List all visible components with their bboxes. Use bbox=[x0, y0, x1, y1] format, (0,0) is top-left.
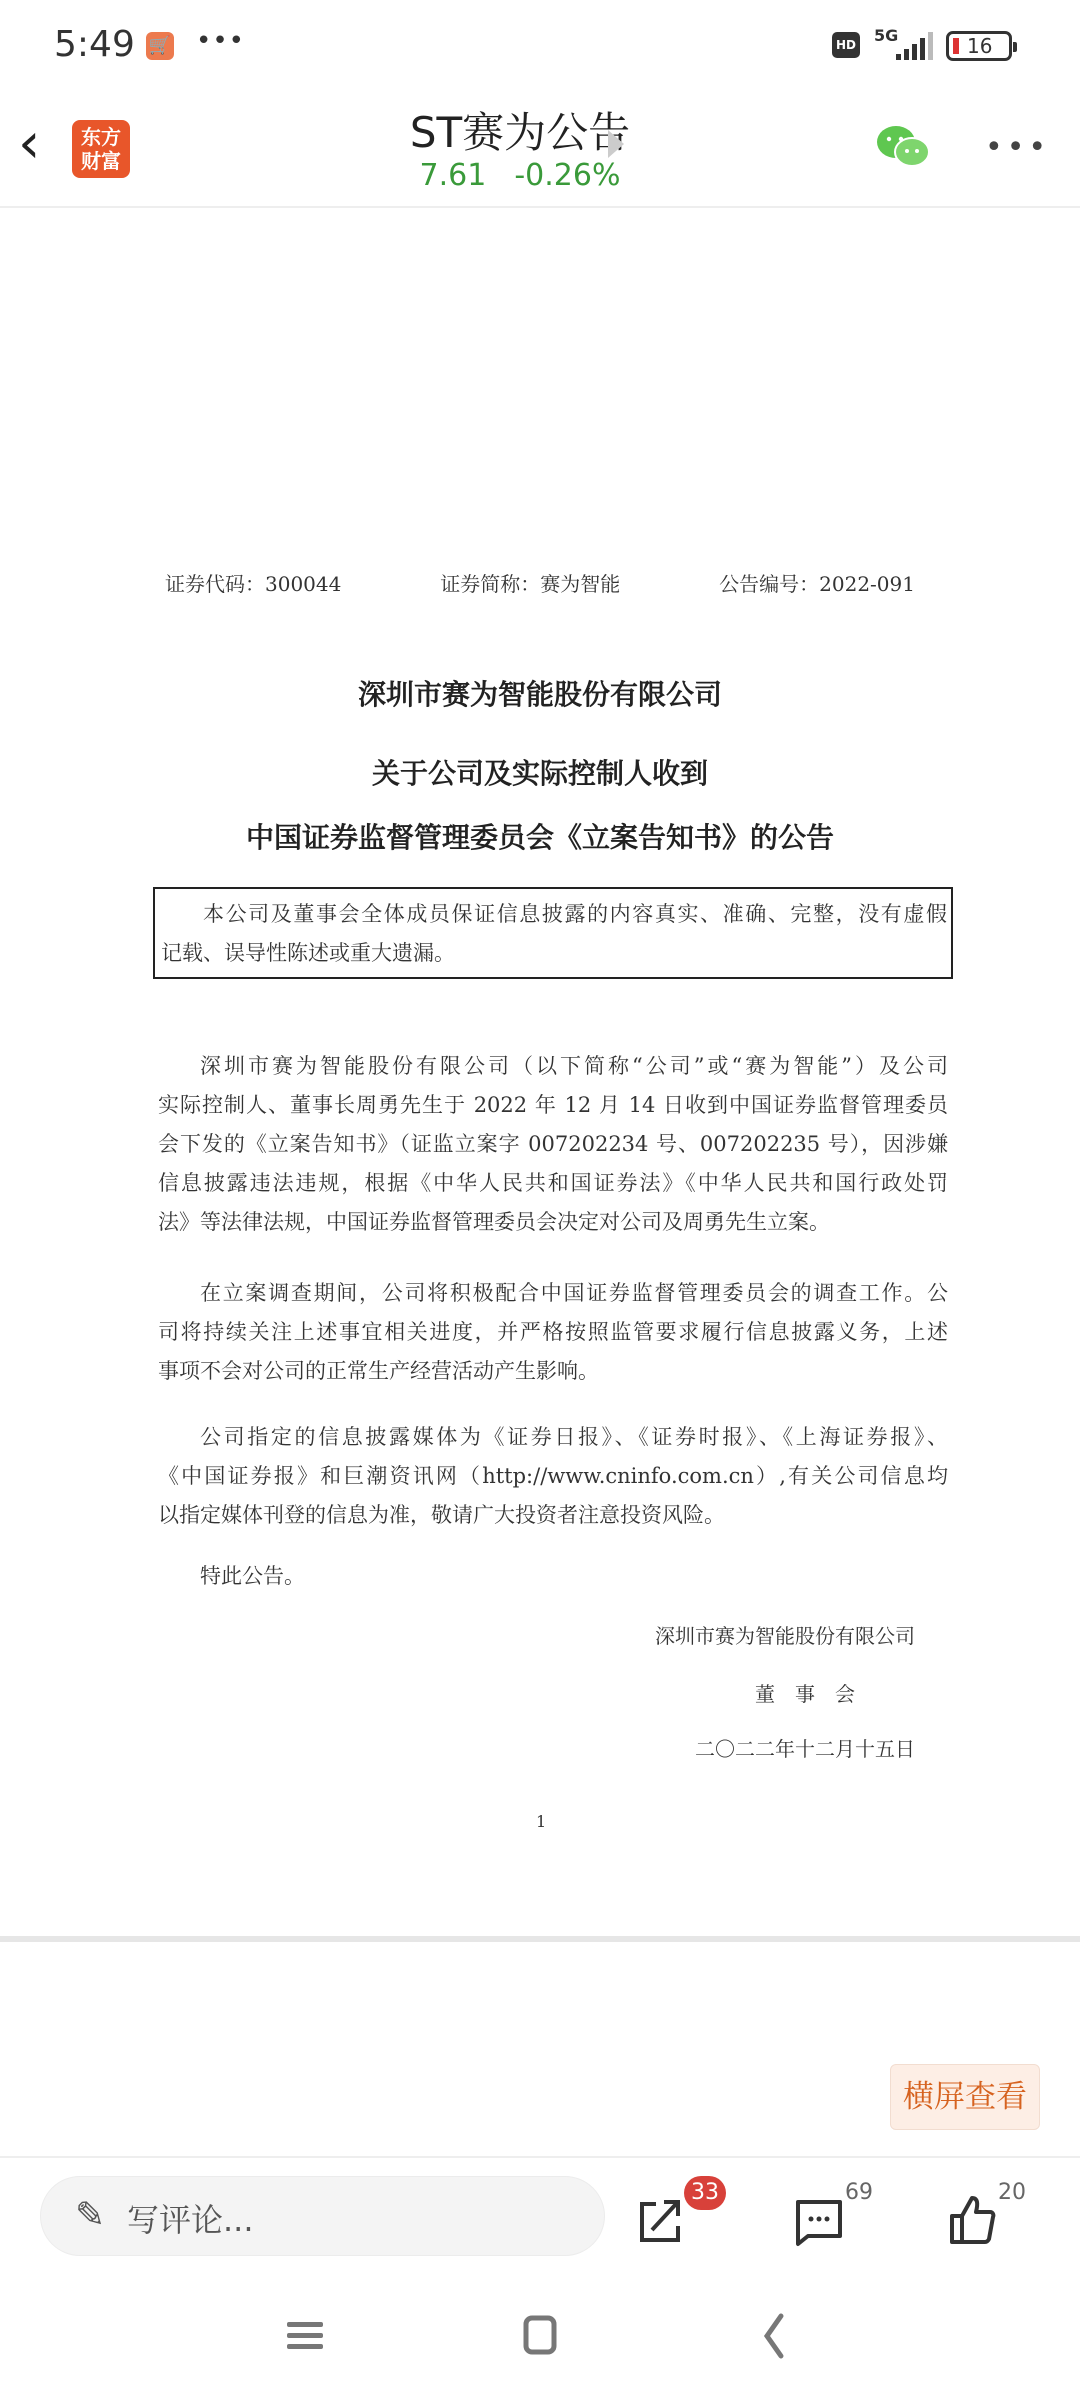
stock-price: 7.61 bbox=[419, 158, 487, 193]
stock-quote bbox=[260, 158, 780, 193]
signature-company: 深圳市赛为智能股份有限公司 bbox=[655, 1624, 915, 1648]
page-number: 1 bbox=[536, 1812, 547, 1831]
document-title-line: 中国证券监督管理委员会《立案告知书》的公告 bbox=[245, 821, 834, 854]
landscape-view-button[interactable]: 横屏查看 bbox=[890, 2064, 1040, 2130]
paragraph-line: 公司指定的信息披露媒体为《证券日报》、《证券时报》、《上海证券报》、 bbox=[200, 1425, 948, 1449]
pencil-icon: ✎ bbox=[75, 2195, 106, 2236]
disclaimer-box bbox=[153, 887, 953, 979]
document-title-line: 深圳市赛为智能股份有限公司 bbox=[357, 678, 722, 711]
paragraph-line: 事项不会对公司的正常生产经营活动产生影响。 bbox=[158, 1359, 599, 1383]
shopping-cart-icon: 🛒 bbox=[146, 32, 174, 60]
security-short-name: 证券简称：赛为智能 bbox=[440, 572, 621, 596]
signature-date: 二〇二二年十二月十五日 bbox=[695, 1737, 915, 1761]
paragraph-line: 深圳市赛为智能股份有限公司（以下简称“公司”或“赛为智能”）及公司 bbox=[200, 1054, 948, 1078]
paragraph-1 bbox=[158, 1047, 948, 1242]
disclaimer-line: 记载、误导性陈述或重大遗漏。 bbox=[161, 941, 455, 965]
share-icon[interactable] bbox=[630, 2190, 690, 2250]
app-header bbox=[0, 90, 1080, 208]
paragraph-line: 以指定媒体刊登的信息为准，敬请广大投资者注意投资风险。 bbox=[158, 1503, 725, 1527]
like-count: 20 bbox=[998, 2180, 1026, 2205]
page-title: ST赛为公告 bbox=[409, 108, 631, 157]
security-code: 证券代码：300044 bbox=[165, 572, 342, 596]
network-type: 5G bbox=[874, 26, 899, 45]
document-meta bbox=[165, 568, 915, 597]
wechat-share-icon[interactable] bbox=[874, 122, 934, 172]
notice-number: 公告编号：2022-091 bbox=[719, 572, 915, 596]
paragraph-line: 在立案调查期间，公司将积极配合中国证券监督管理委员会的调查工作。公 bbox=[200, 1281, 948, 1305]
paragraph-line: 法》等法律法规，中国证券监督管理委员会决定对公司及周勇先生立案。 bbox=[158, 1210, 830, 1234]
share-count-badge: 33 bbox=[684, 2176, 726, 2210]
paragraph-line: 《中国证券报》和巨潮资讯网（http://www.cninfo.com.cn）,有关公司信息均 bbox=[158, 1464, 948, 1488]
menu-nav-icon[interactable] bbox=[275, 2310, 335, 2360]
notification-more-icon: ••• bbox=[196, 26, 246, 56]
comment-count: 69 bbox=[845, 2180, 873, 2205]
back-button[interactable]: ‹ bbox=[18, 111, 41, 176]
logo-text: 财富 bbox=[81, 149, 121, 173]
closing-text: 特此公告。 bbox=[200, 1564, 305, 1588]
battery-icon: 16 bbox=[946, 31, 1012, 61]
paragraph-3 bbox=[158, 1418, 948, 1535]
back-nav-icon[interactable] bbox=[745, 2310, 805, 2360]
home-nav-icon[interactable] bbox=[510, 2310, 570, 2360]
like-icon[interactable] bbox=[942, 2190, 1002, 2250]
disclaimer-line: 本公司及董事会全体成员保证信息披露的内容真实、准确、完整，没有虚假 bbox=[203, 902, 947, 926]
status-bar bbox=[0, 0, 1080, 90]
paragraph-line: 会下发的《立案告知书》（证监立案字 007202234 号、007202235 号），因涉嫌 bbox=[158, 1132, 948, 1156]
comment-input[interactable] bbox=[40, 2176, 605, 2256]
document-title-line: 关于公司及实际控制人收到 bbox=[371, 757, 708, 790]
chevron-right-icon[interactable] bbox=[608, 130, 624, 158]
paragraph-line: 信息披露违法违规，根据《中华人民共和国证券法》《中华人民共和国行政处罚 bbox=[158, 1171, 948, 1195]
signal-icon bbox=[894, 32, 934, 60]
more-options-button[interactable]: ••• bbox=[985, 130, 1051, 165]
paragraph-2 bbox=[158, 1274, 948, 1391]
divider bbox=[0, 2156, 1080, 2158]
closing bbox=[158, 1557, 948, 1596]
stock-change: -0.26% bbox=[514, 158, 621, 193]
comment-placeholder: 写评论... bbox=[127, 2201, 254, 2239]
divider bbox=[0, 1936, 1080, 1942]
logo-text: 东方 bbox=[81, 125, 121, 149]
app-logo[interactable] bbox=[72, 120, 130, 178]
status-time: 5:49 bbox=[54, 24, 135, 65]
comment-icon[interactable] bbox=[790, 2190, 850, 2250]
paragraph-line: 实际控制人、董事长周勇先生于 2022 年 12 月 14 日收到中国证券监督管理委员 bbox=[158, 1093, 948, 1117]
signature-board: 董 事 会 bbox=[755, 1682, 855, 1706]
hd-icon: HD bbox=[832, 32, 860, 58]
paragraph-line: 司将持续关注上述事宜相关进度，并严格按照监管要求履行信息披露义务，上述 bbox=[158, 1320, 948, 1344]
